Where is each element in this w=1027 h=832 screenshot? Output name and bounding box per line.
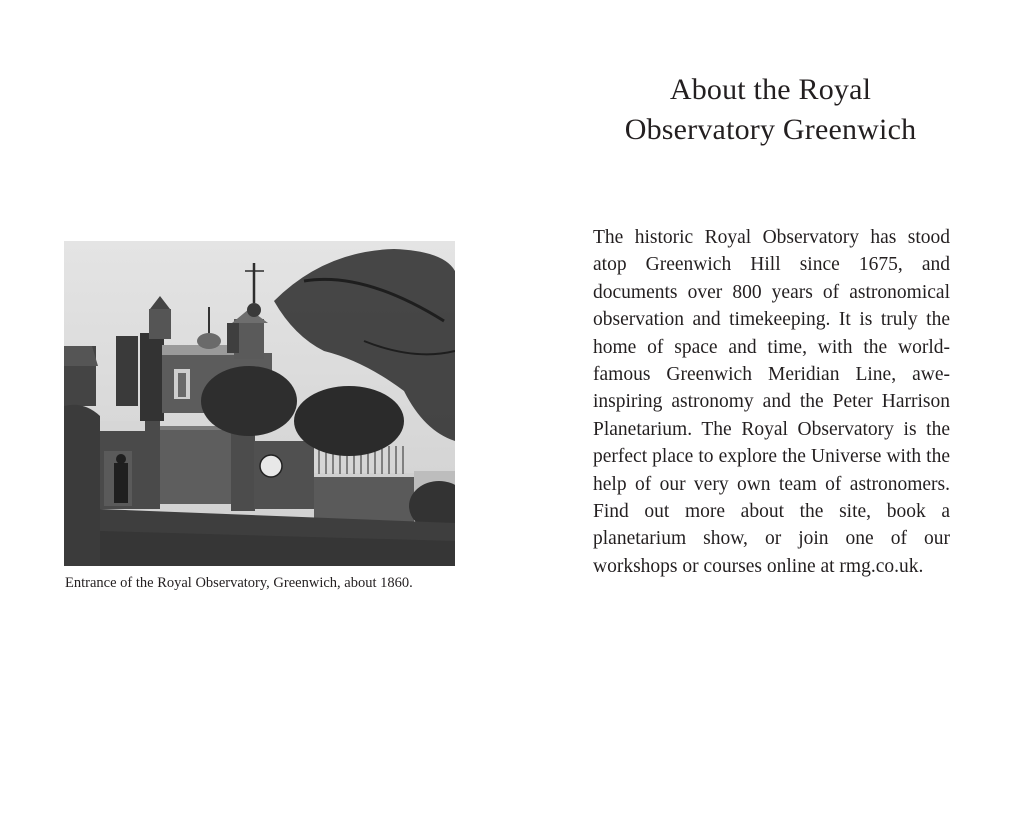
observatory-entrance-photo — [64, 241, 455, 566]
photo-caption: Entrance of the Royal Observatory, Greenwich, about 1860. — [65, 575, 413, 591]
page-title-line-1: About the Royal — [669, 73, 872, 106]
page-title — [593, 70, 948, 150]
body-paragraph: The historic Royal Observatory has stood atop Greenwich Hill since 1675, and documents over 800 years of astronomical observation and timekeeping. It is truly the home of space and time, with the world-famous Greenwich Meridian Line, awe-inspiring astronomy and the Peter Harrison Planetarium. The Royal Observatory is the perfect place to explore the Universe with the help of our very own team of astronomers. Find out more about the site, book a planetarium show, or join one of our workshops or courses online at rmg.co.uk. — [593, 227, 950, 577]
page-title-line-2: Observatory Greenwich — [624, 113, 917, 146]
left-page — [0, 0, 513, 832]
right-page — [513, 0, 1027, 832]
